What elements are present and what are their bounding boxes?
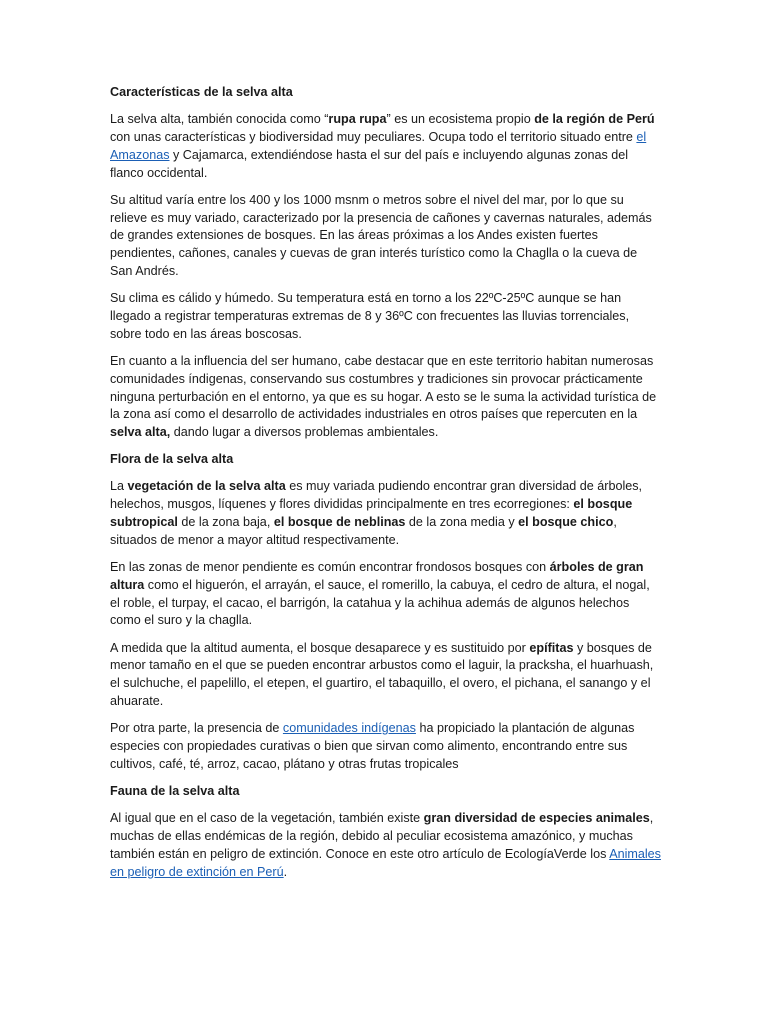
text-run: , muchas de ellas endémicas de la región, debido al peculiar ecosistema amazónico, y muchas también están en peligro de extinción. Conoce en este otro artículo de EcologíaVerde los xyxy=(110,811,654,861)
bold-run: selva alta, xyxy=(110,425,171,440)
text-run: es muy variada pudiendo encontrar gran diversidad de árboles, helechos, musgos, líquenes y flores divididas principalmente en tres ecorregiones: xyxy=(110,479,643,512)
text-run: y Cajamarca, extendiéndose hasta el sur del país e incluyendo algunas zonas del flanco occidental. xyxy=(110,147,629,180)
link-el-amazonas[interactable]: el Amazonas xyxy=(110,129,647,162)
paragraph-altitud: Su altitud varía entre los 400 y los 1000 msnm o metros sobre el nivel del mar, por lo que su relieve es muy variado, caracterizado por la presencia de cañones y cavernas naturales, además de grandes extensiones de bosques. En las áreas próximas a los Andes existen fuertes pendientes, cañones, canales y cuevas de gran interés turístico como la Chaglla o la cueva de San Andrés. xyxy=(110,192,652,278)
text-run: dando lugar a diversos problemas ambientales. xyxy=(170,425,439,440)
text-run: con unas características y biodiversidad muy peculiares. Ocupa todo el territorio situado entre xyxy=(110,129,637,144)
heading-fauna: Fauna de la selva alta xyxy=(110,784,240,798)
text-run: Por otra parte, la presencia de xyxy=(110,721,283,736)
heading-flora: Flora de la selva alta xyxy=(110,452,234,467)
link-animales-peligro-extincion[interactable]: Animales en peligro de extinción en Perú xyxy=(110,846,661,879)
paragraph-arboles xyxy=(110,559,662,630)
paragraph-epifitas xyxy=(110,640,662,711)
bold-run: el bosque subtropical xyxy=(110,497,633,530)
heading-caracteristicas: Características de la selva alta xyxy=(110,85,293,99)
bold-run: gran diversidad de especies animales xyxy=(423,811,650,826)
paragraph-influencia-humana xyxy=(110,353,662,442)
link-comunidades-indigenas[interactable]: comunidades indígenas xyxy=(282,721,416,736)
bold-run: epífitas xyxy=(529,640,574,655)
bold-run: vegetación de la selva alta xyxy=(127,479,286,494)
document-page xyxy=(110,84,662,891)
bold-run: el bosque de neblinas xyxy=(273,515,406,530)
bold-run: de la región de Perú xyxy=(534,112,655,127)
paragraph-fauna xyxy=(110,810,662,881)
text-run: de la zona media y xyxy=(405,515,519,530)
text-run: como el higuerón, el arrayán, el sauce, el romerillo, la cabuya, el cedro de altura, el nogal, el roble, el turpay, el cacao, el barrigón, la catahua y la achihua además de algunos helechos como el suro y la chaglla. xyxy=(110,577,650,628)
paragraph-comunidades xyxy=(110,720,662,773)
paragraph-intro xyxy=(110,111,662,182)
text-run: ha propiciado la plantación de algunas especies con propiedades curativas o bien que sirvan como alimento, encontrando entre sus cultivos, café, té, arroz, cacao, plátano y otras frutas tropicales xyxy=(110,721,635,771)
text-run: y bosques de menor tamaño en el que se pueden encontrar arbustos como el laguir, la pracksha, el huarhuash, el sulchuche, el papelillo, el etepen, el guartiro, el tabaquillo, el overo, el pichana, el sanango y el ahuarate. xyxy=(110,640,654,709)
text-run: ” es un ecosistema propio xyxy=(386,112,535,127)
text-run: , situados de menor a mayor altitud respectivamente. xyxy=(110,515,617,547)
text-run: En cuanto a la influencia del ser humano, cabe destacar que en este territorio habitan numerosas comunidades índigenas, conservando sus costumbres y tradiciones sin provocar prácticamente ninguna perturbación en el entorno, ya que es su hogar. A esto se le suma la actividad turística de la zona así como el desarrollo de actividades industriales en otros países que repercuten en la xyxy=(110,353,657,422)
bold-run: el bosque chico xyxy=(518,515,614,530)
bold-run: rupa rupa xyxy=(328,112,387,127)
text-run: La xyxy=(110,479,128,494)
text-run: de la zona baja, xyxy=(177,515,274,530)
text-run: . xyxy=(283,864,288,879)
text-run: En las zonas de menor pendiente es común encontrar frondosos bosques con xyxy=(110,560,550,575)
text-run: Al igual que en el caso de la vegetación, también existe xyxy=(110,811,424,826)
text-run: La selva alta, también conocida como “ xyxy=(110,112,329,127)
paragraph-clima: Su clima es cálido y húmedo. Su temperatura está en torno a los 22ºC-25ºC aunque se han llegado a registrar temperaturas extremas de 8 y 36ºC con frecuentes las lluvias torrenciales, sobre todo en las áreas boscosas. xyxy=(110,291,630,341)
bold-run: árboles de gran altura xyxy=(110,560,644,592)
text-run: A medida que la altitud aumenta, el bosque desaparece y es sustituido por xyxy=(110,640,530,655)
paragraph-vegetacion xyxy=(110,478,662,549)
